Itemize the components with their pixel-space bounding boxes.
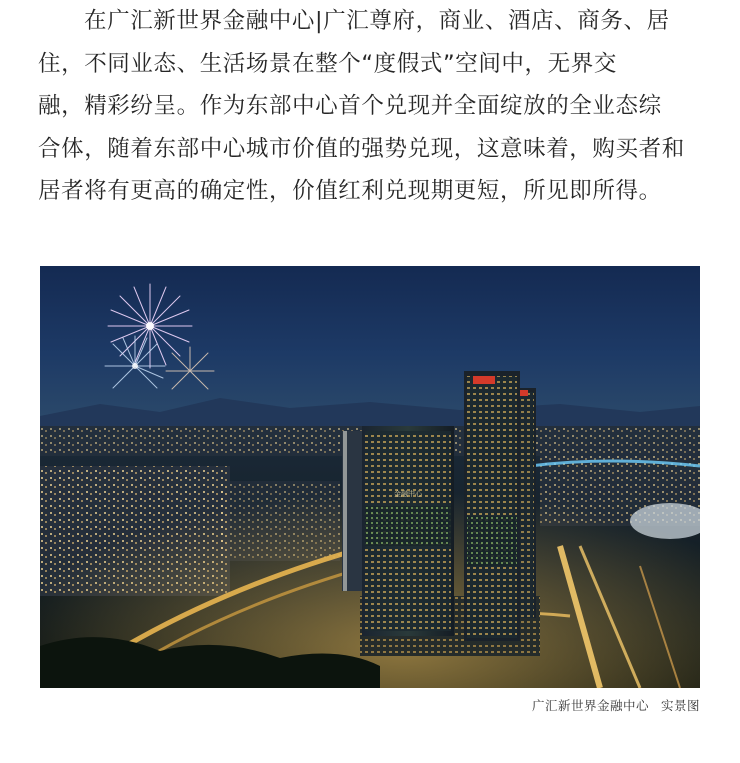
caption-name: 广汇新世界金融中心 bbox=[531, 698, 649, 713]
tower-a bbox=[362, 426, 454, 636]
tower-c bbox=[518, 388, 536, 618]
caption-label: 实景图 bbox=[660, 698, 700, 713]
article-line-3: 融，精彩纷呈。作为东部中心首个兑现并全面绽放的全业态综 bbox=[38, 93, 662, 119]
photo-caption bbox=[532, 696, 700, 714]
city-night-photo bbox=[40, 266, 700, 688]
article-line-1: 在广汇新世界金融中心|广汇尊府，商业、酒店、商务、居 bbox=[84, 8, 670, 34]
tower-b bbox=[464, 371, 520, 641]
article-line-5: 居者将有更高的确定性，价值红利兑现期更短，所见即所得。 bbox=[38, 178, 662, 204]
article-paragraph bbox=[38, 0, 706, 213]
article-line-2: 住，不同业态、生活场景在整个“度假式”空间中，无界交 bbox=[38, 50, 617, 77]
article-line-4: 合体，随着东部中心城市价值的强势兑现，这意味着，购买者和 bbox=[38, 135, 685, 162]
tower-sign: 金融中心 bbox=[394, 490, 422, 498]
